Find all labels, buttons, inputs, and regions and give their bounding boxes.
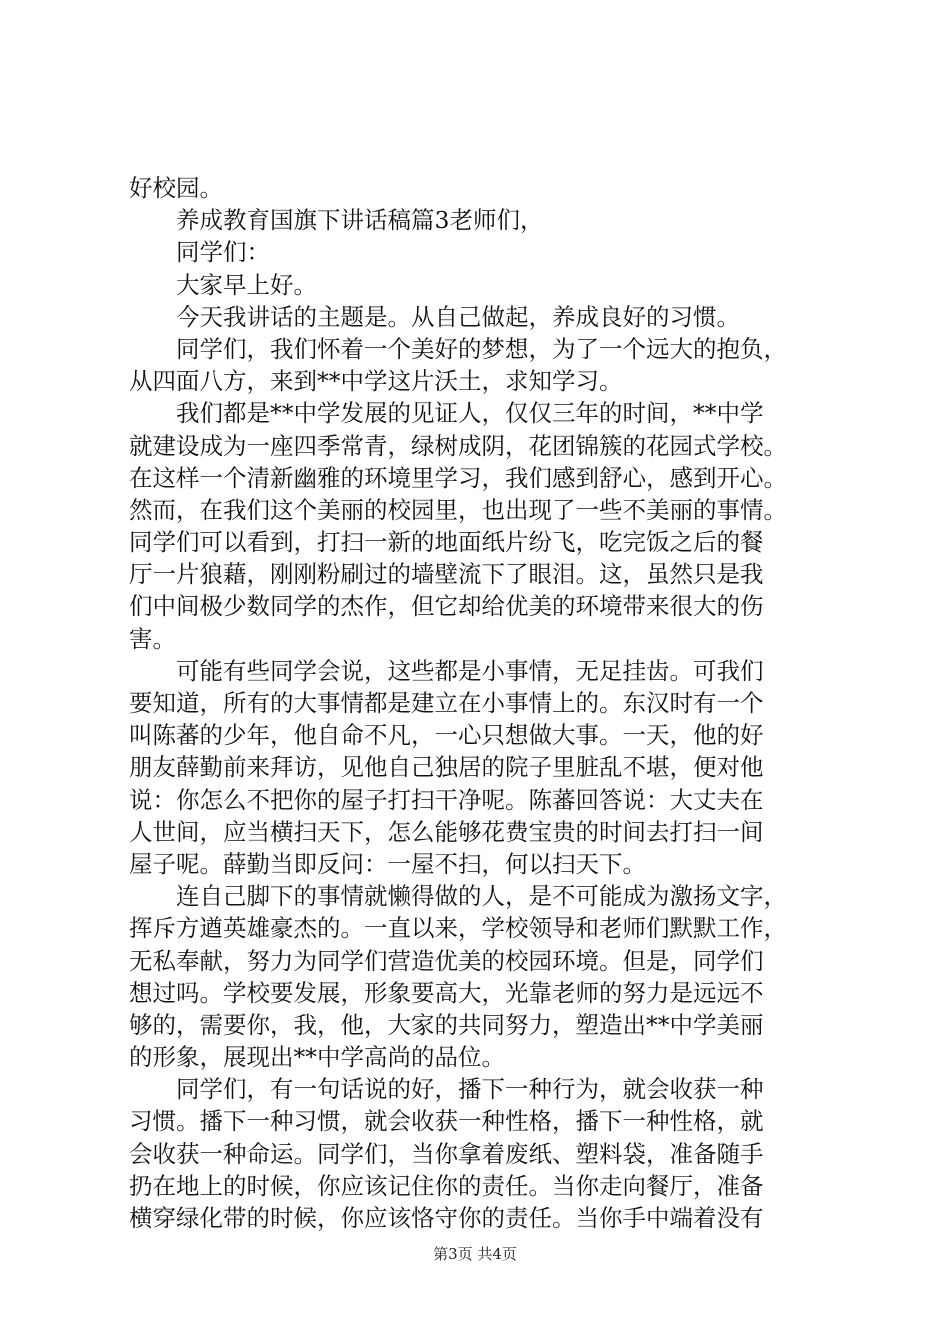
text-line: 今天我讲话的主题是。从自己做起，养成良好的习惯。	[176, 302, 740, 331]
text-line: 同学们可以看到，打扫一新的地面纸片纷飞，吃完饭之后的餐	[129, 528, 764, 557]
text-line: 无私奉献，努力为同学们营造优美的校园环境。但是，同学们	[129, 946, 764, 975]
text-line: 在这样一个清新幽雅的环境里学习，我们感到舒心，感到开心。	[129, 463, 787, 492]
text-line: 好校园。	[129, 174, 223, 202]
text-line: 从四面八方，来到**中学这片沃土，求知学习。	[129, 367, 623, 396]
text-line: 够的，需要你，我，他，大家的共同努力，塑造出**中学美丽	[129, 1010, 764, 1039]
text-line: 屋子呢。薛勤当即反问：一屋不扫，何以扫天下。	[129, 849, 646, 878]
text-line: 养成教育国旗下讲话稿篇3老师们，	[176, 206, 544, 235]
text-line: 挥斥方遒英雄豪杰的。一直以来，学校领导和老师们默默工作，	[129, 914, 787, 943]
text-line: 们中间极少数同学的杰作，但它却给优美的环境带来很大的伤	[129, 592, 764, 621]
text-line: 就建设成为一座四季常青，绿树成阴，花团锦簇的花园式学校。	[129, 431, 787, 460]
text-line: 横穿绿化带的时候，你应该恪守你的责任。当你手中端着没有	[129, 1204, 764, 1232]
text-line: 习惯。播下一种习惯，就会收获一种性格，播下一种性格，就	[129, 1107, 764, 1136]
text-line: 朋友薛勤前来拜访，见他自己独居的院子里脏乱不堪，便对他	[129, 753, 764, 782]
text-line: 要知道，所有的大事情都是建立在小事情上的。东汉时有一个	[129, 689, 764, 717]
text-line: 想过吗。学校要发展，形象要高大，光靠老师的努力是远远不	[129, 978, 764, 1007]
page-footer: 第3页 共4页	[433, 1245, 517, 1263]
text-line: 扔在地上的时候，你应该记住你的责任。当你走向餐厅，准备	[129, 1171, 764, 1200]
text-line: 同学们，我们怀着一个美好的梦想，为了一个远大的抱负，	[176, 334, 787, 363]
text-line: 人世间，应当横扫天下，怎么能够花费宝贵的时间去打扫一间	[129, 817, 764, 846]
text-line: 会收获一种命运。同学们，当你拿着废纸、塑料袋，准备随手	[129, 1139, 764, 1168]
text-line: 同学们，有一句话说的好，播下一种行为，就会收获一种	[176, 1075, 764, 1104]
text-line: 大家早上好。	[176, 270, 317, 299]
text-line: 连自己脚下的事情就懒得做的人，是不可能成为激扬文字，	[176, 882, 787, 911]
text-line: 的形象，展现出**中学高尚的品位。	[129, 1043, 505, 1072]
text-line: 说：你怎么不把你的屋子打扫干净呢。陈蕃回答说：大丈夫在	[129, 785, 764, 814]
text-line: 然而，在我们这个美丽的校园里，也出现了一些不美丽的事情。	[129, 495, 787, 524]
text-line: 同学们：	[176, 238, 270, 267]
text-line: 厅一片狼藉，刚刚粉刷过的墙壁流下了眼泪。这，虽然只是我	[129, 560, 764, 589]
text-line: 我们都是**中学发展的见证人，仅仅三年的时间，**中学	[176, 399, 764, 428]
text-line: 害。	[129, 624, 176, 653]
text-line: 可能有些同学会说，这些都是小事情，无足挂齿。可我们	[176, 656, 764, 685]
text-line: 叫陈蕃的少年，他自命不凡，一心只想做大事。一天，他的好	[129, 721, 764, 750]
document-body	[129, 172, 849, 1234]
